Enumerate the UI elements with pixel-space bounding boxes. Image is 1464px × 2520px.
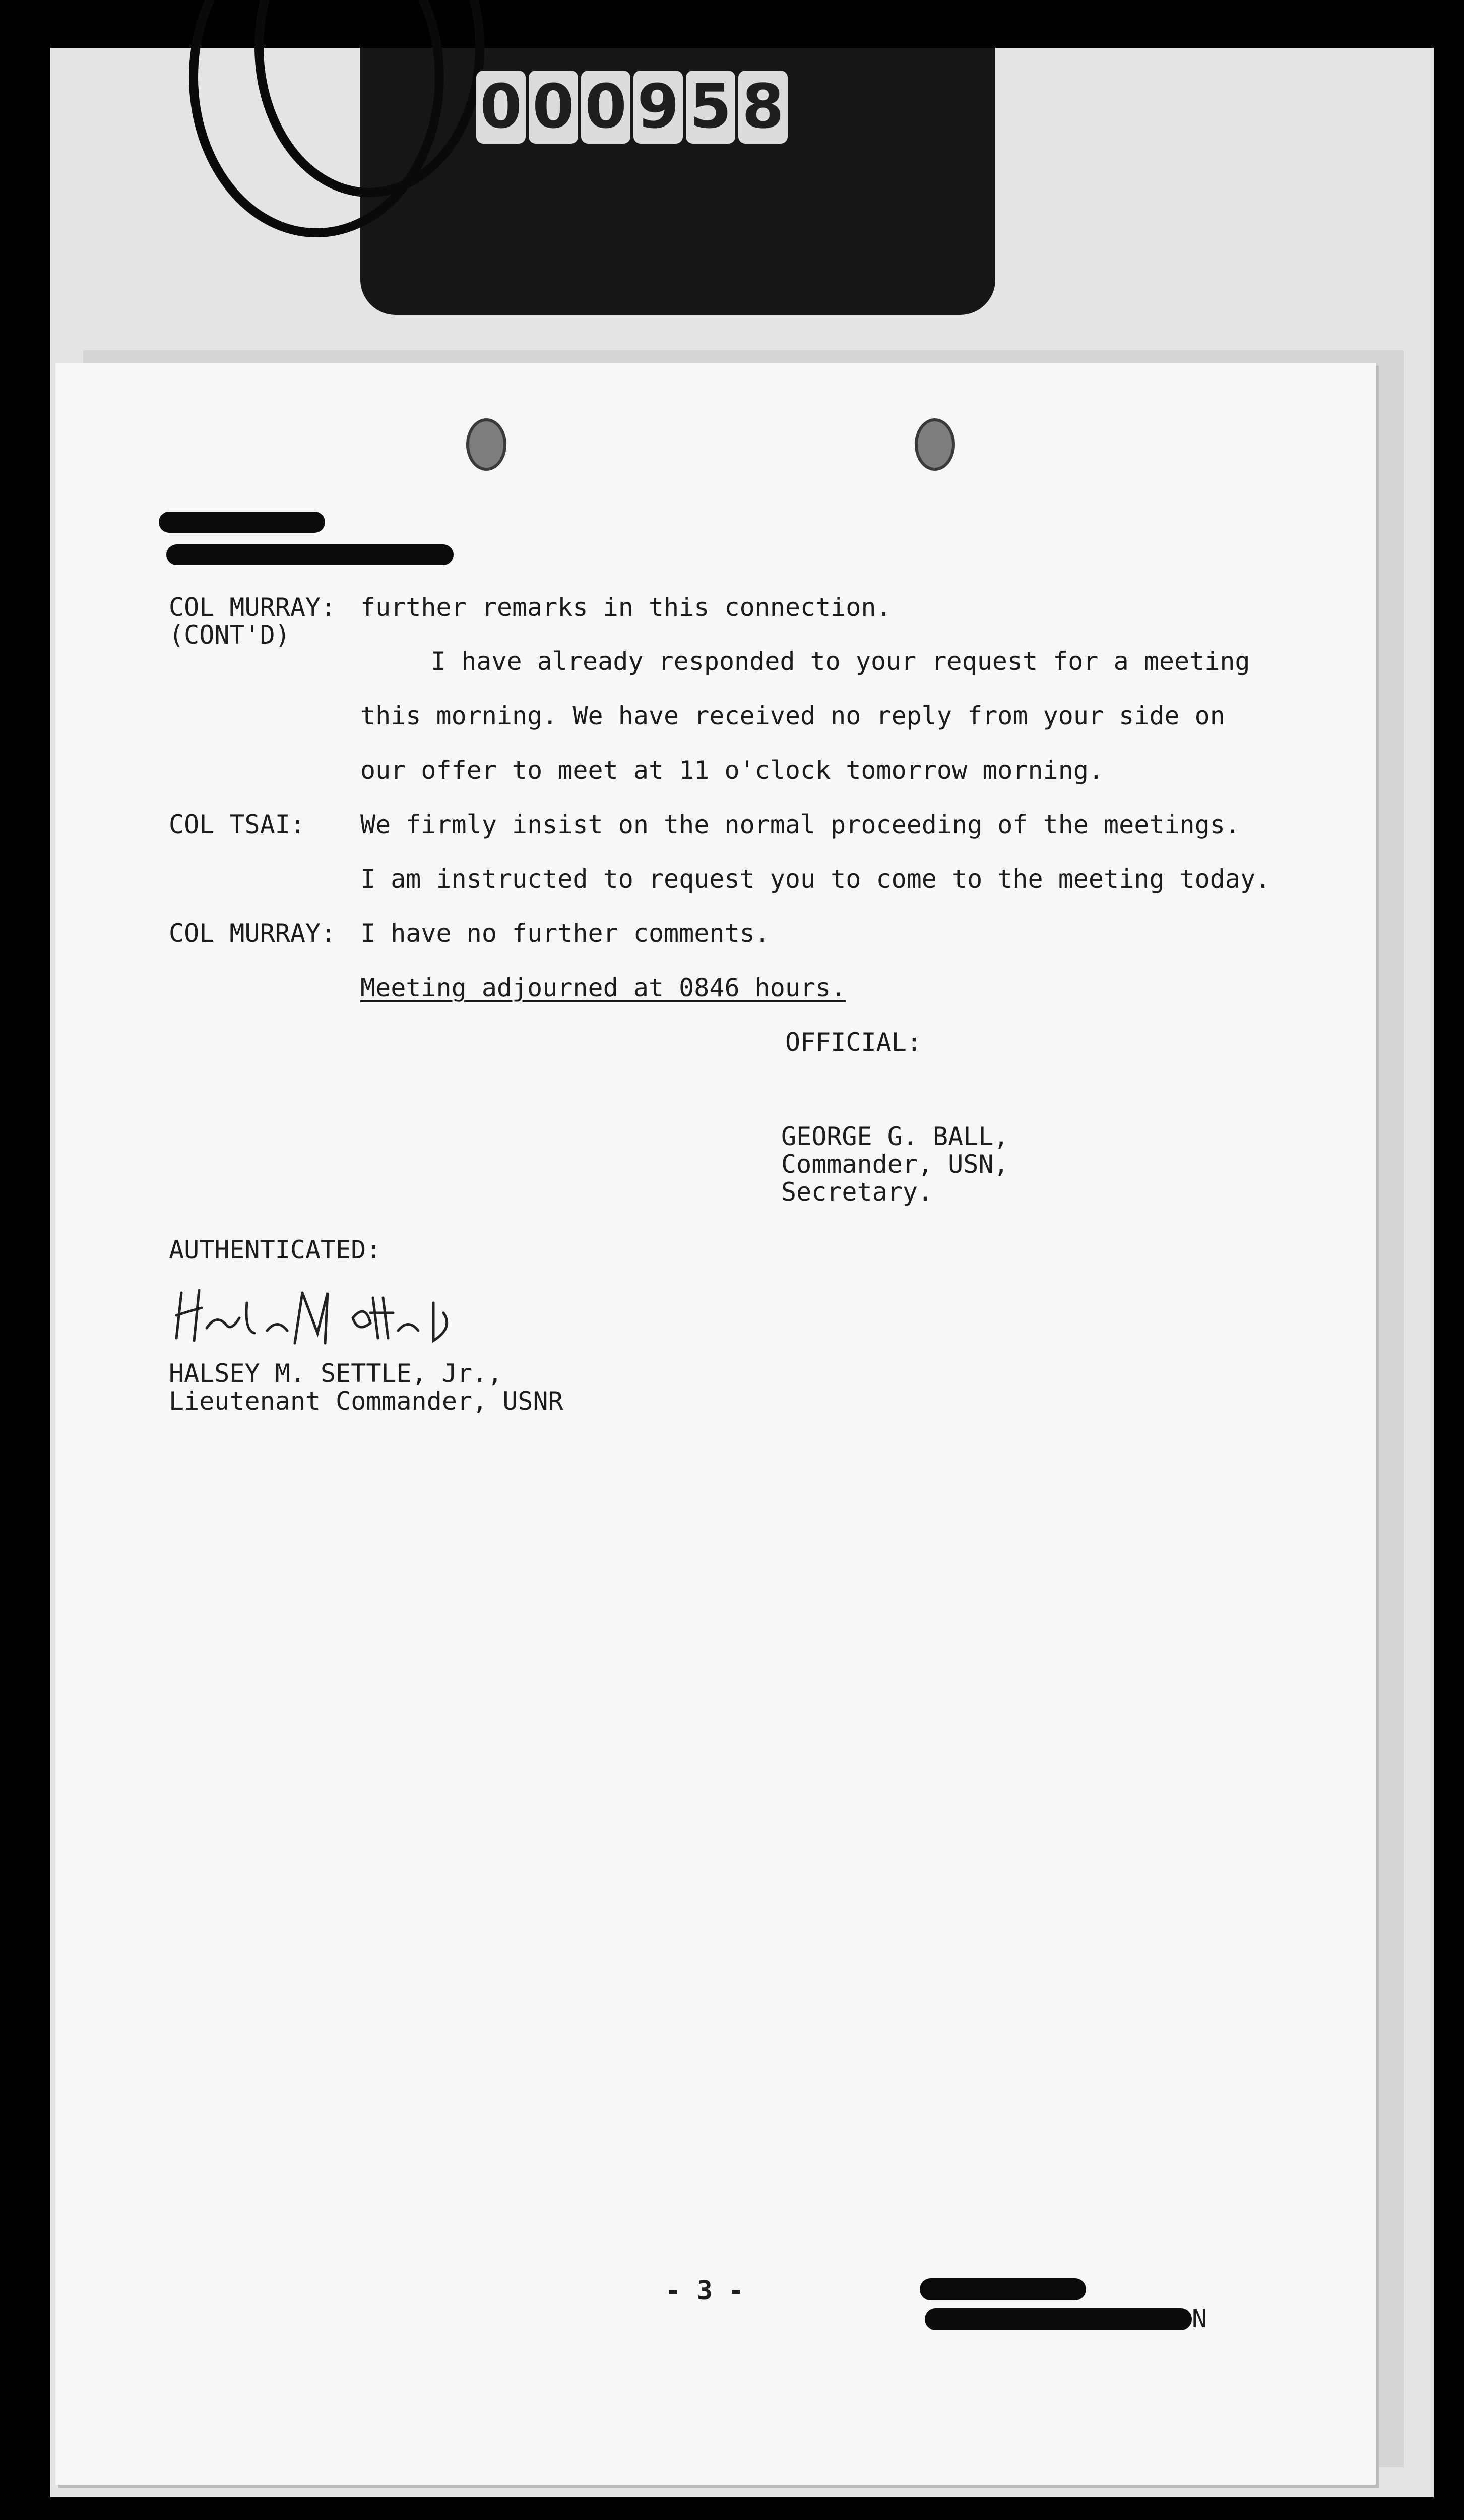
official-role: Secretary. — [781, 1177, 933, 1207]
adjournment-line: Meeting adjourned at 0846 hours. — [360, 973, 846, 1002]
authenticator-name: HALSEY M. SETTLE, Jr., — [169, 1359, 503, 1388]
frame-digit: 8 — [738, 71, 788, 144]
frame-counter — [476, 71, 788, 144]
speaker-label: COL MURRAY: — [169, 919, 336, 948]
official-name: GEORGE G. BALL, — [781, 1122, 1009, 1151]
redaction-bar — [159, 512, 325, 533]
frame-digit: 0 — [476, 71, 526, 144]
transcript-line: We firmly insist on the normal proceeding of the meetings. — [360, 810, 1240, 839]
official-label: OFFICIAL: — [785, 1028, 922, 1057]
document-page — [55, 363, 1376, 2485]
transcript-line: this morning. We have received no reply from your side on — [360, 701, 1225, 730]
punch-hole — [466, 418, 506, 471]
official-rank: Commander, USN, — [781, 1150, 1009, 1179]
page-number: - 3 - — [665, 2276, 744, 2306]
transcript-line: I have already responded to your request for a meeting — [431, 647, 1250, 676]
frame-digit: 0 — [581, 71, 630, 144]
speaker-label: COL MURRAY: — [169, 593, 336, 622]
punch-hole — [915, 418, 955, 471]
frame-digit: 5 — [686, 71, 735, 144]
frame-digit: 0 — [529, 71, 578, 144]
authenticated-label: AUTHENTICATED: — [169, 1235, 381, 1265]
transcript-line: I have no further comments. — [360, 919, 770, 948]
redaction-bar — [166, 544, 454, 565]
transcript-line: further remarks in this connection. — [360, 593, 892, 622]
frame-digit: 9 — [633, 71, 683, 144]
transcript-line: I am instructed to request you to come to the meeting today. — [360, 864, 1271, 894]
transcript-line: our offer to meet at 11 o'clock tomorrow morning. — [360, 755, 1104, 785]
redaction-bar — [920, 2278, 1086, 2300]
classification-tail: N — [1192, 2304, 1207, 2334]
handwritten-signature — [171, 1283, 494, 1353]
speaker-label: COL TSAI: — [169, 810, 305, 839]
redaction-bar — [925, 2308, 1192, 2330]
speaker-label: (CONT'D) — [169, 620, 290, 650]
authenticator-rank: Lieutenant Commander, USNR — [169, 1387, 563, 1416]
